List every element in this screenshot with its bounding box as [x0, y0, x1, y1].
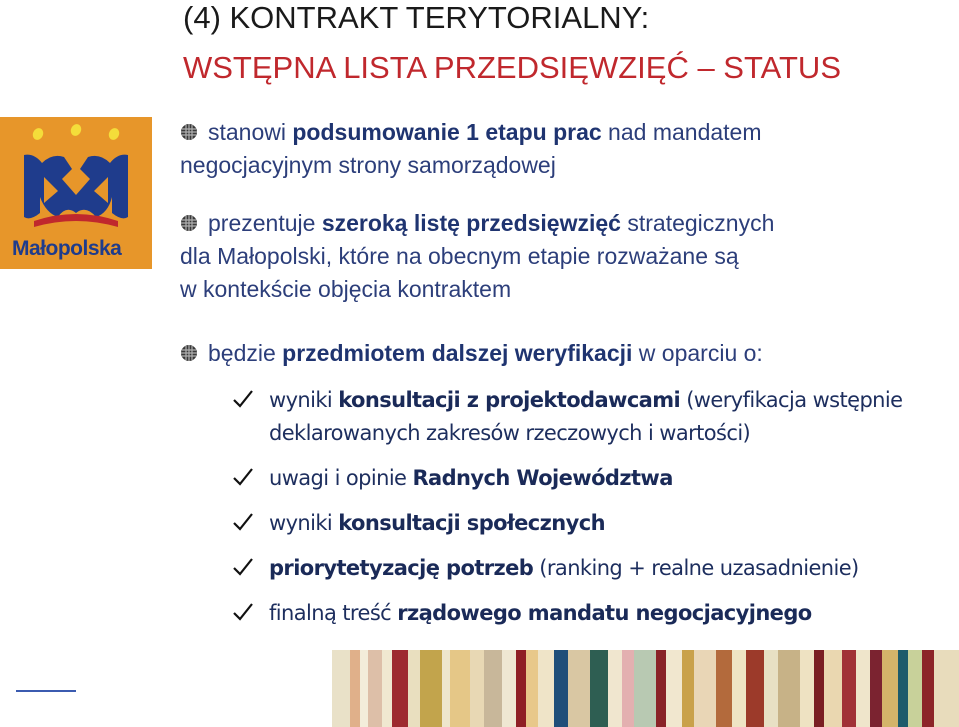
- bullet-post: strategicznych: [620, 210, 775, 236]
- bullet-item: [180, 337, 940, 370]
- sub-list-item: [232, 552, 957, 585]
- bullet-bold: podsumowanie 1 etapu prac: [292, 119, 602, 145]
- sub-line-2: deklarowanych zakresów rzeczowych i wartości): [269, 421, 751, 445]
- sub-bold: rządowego mandatu negocjacyjnego: [397, 601, 812, 625]
- sub-list-item: [232, 462, 957, 495]
- sub-list-item: [232, 507, 957, 540]
- decorative-stripes: [332, 650, 959, 727]
- slide-title: [183, 0, 953, 86]
- footer-divider: [16, 690, 76, 692]
- bullet-post: nad mandatem: [601, 119, 762, 145]
- bullet-pre: będzie: [208, 340, 283, 366]
- bullet-line-2: negocjacyjnym strony samorządowej: [180, 152, 556, 178]
- bullet-item: [180, 116, 940, 182]
- bullet-pre: prezentuje: [208, 210, 322, 236]
- sub-list-item: [232, 384, 957, 450]
- bullet-bold: przedmiotem dalszej weryfikacji: [282, 340, 633, 366]
- sub-bold: Radnych Województwa: [412, 466, 673, 490]
- globe-bullet-icon: [180, 344, 200, 362]
- title-line-2: WSTĘPNA LISTA PRZEDSIĘWZIĘĆ – STATUS: [183, 50, 841, 85]
- checkmark-icon: [232, 388, 254, 410]
- bullet-pre: stanowi: [208, 119, 293, 145]
- sub-bold: priorytetyzację potrzeb: [269, 556, 534, 580]
- bullet-item: [180, 207, 940, 306]
- checkmark-icon: [232, 466, 254, 488]
- sub-pre: wyniki: [269, 388, 339, 412]
- bullet-bold: szeroką listę przedsięwzięć: [321, 210, 621, 236]
- bullet-line-3: w kontekście objęcia kontraktem: [180, 276, 512, 302]
- sub-post: (weryfikacja wstępnie: [680, 388, 903, 412]
- sub-pre: wyniki: [269, 511, 339, 535]
- checkmark-icon: [232, 601, 254, 623]
- sub-bold: konsultacji społecznych: [338, 511, 605, 535]
- sub-list-item: [232, 597, 957, 630]
- bullet-post: w oparciu o:: [632, 340, 763, 366]
- sub-bold: konsultacji z projektodawcami: [338, 388, 681, 412]
- sub-pre: finalną treść: [269, 601, 398, 625]
- globe-bullet-icon: [180, 214, 200, 232]
- bullet-line-2: dla Małopolski, które na obecnym etapie rozważane są: [180, 243, 739, 269]
- checkmark-icon: [232, 556, 254, 578]
- sub-pre: uwagi i opinie: [269, 466, 413, 490]
- malopolska-logo: [0, 117, 152, 269]
- globe-bullet-icon: [180, 123, 200, 141]
- sub-post: (ranking + realne uzasadnienie): [533, 556, 859, 580]
- title-line-1: (4) KONTRAKT TERYTORIALNY:: [183, 0, 650, 35]
- checkmark-icon: [232, 511, 254, 533]
- logo-wordmark: Małopolska: [12, 237, 122, 260]
- sub-bullet-list: [232, 384, 957, 642]
